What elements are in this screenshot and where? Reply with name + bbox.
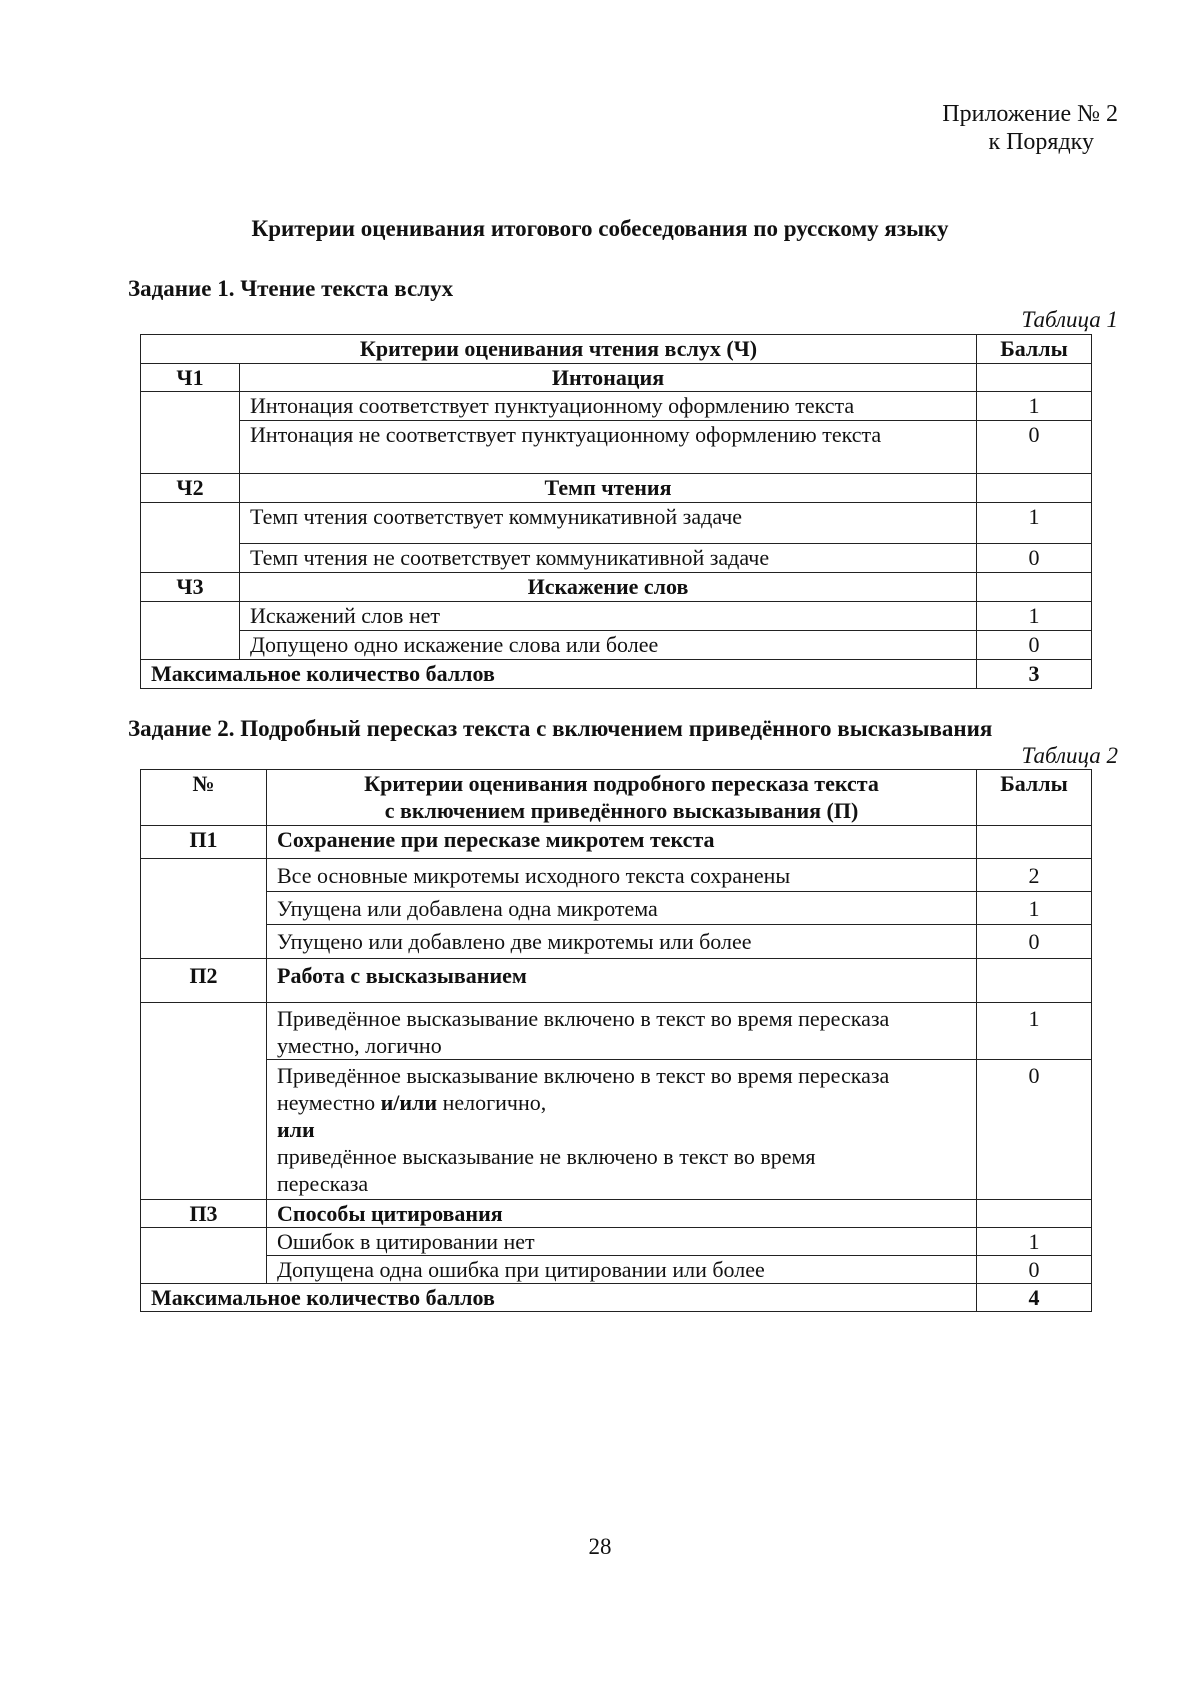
empty-score-cell xyxy=(977,573,1092,602)
criterion-score: 2 xyxy=(977,859,1092,892)
max-score-value: 4 xyxy=(977,1284,1092,1312)
criteria-header-line-1: Критерии оценивания подробного пересказа текста xyxy=(364,771,879,796)
table-row xyxy=(141,503,1092,544)
complex-line-5: пересказа xyxy=(277,1171,369,1196)
max-score-row xyxy=(141,1284,1092,1312)
criterion-text: Упущена или добавлена одна микротема xyxy=(267,892,977,925)
complex-line-2 xyxy=(277,1089,966,1116)
criterion-score: 0 xyxy=(977,544,1092,573)
criterion-text: Темп чтения не соответствует коммуникативной задаче xyxy=(240,544,977,573)
criterion-score: 0 xyxy=(977,1256,1092,1284)
appendix-line-2: к Порядку xyxy=(988,129,1094,155)
criterion-score: 0 xyxy=(977,925,1092,959)
table-1-header-row xyxy=(141,335,1092,364)
criterion-text: Интонация не соответствует пунктуационному оформлению текста xyxy=(240,421,977,474)
empty-code-cell xyxy=(141,859,267,959)
criterion-name: Сохранение при пересказе микротем текста xyxy=(267,826,977,859)
criterion-name: Способы цитирования xyxy=(267,1200,977,1228)
table-row xyxy=(141,392,1092,421)
appendix-line-1: Приложение № 2 xyxy=(942,101,1118,127)
max-score-value: 3 xyxy=(977,660,1092,689)
complex-line-2b: и/или xyxy=(380,1090,438,1115)
page-number: 28 xyxy=(588,1534,612,1559)
group-row xyxy=(141,826,1092,859)
group-row xyxy=(141,959,1092,1003)
criterion-code: Ч3 xyxy=(141,573,240,602)
empty-score-cell xyxy=(977,474,1092,503)
criterion-text-complex xyxy=(267,1060,977,1200)
criterion-score: 1 xyxy=(977,392,1092,421)
criterion-code: П2 xyxy=(141,959,267,1003)
criterion-score: 0 xyxy=(977,631,1092,660)
empty-code-cell xyxy=(141,1228,267,1284)
criterion-text: Ошибок в цитировании нет xyxy=(267,1228,977,1256)
table-1-points-header: Баллы xyxy=(977,335,1092,364)
criterion-text: Упущено или добавлено две микротемы или более xyxy=(267,925,977,959)
complex-line-3: или xyxy=(277,1117,315,1142)
criterion-text: Искажений слов нет xyxy=(240,602,977,631)
max-score-label: Максимальное количество баллов xyxy=(141,660,977,689)
table-1 xyxy=(140,334,1092,689)
empty-score-cell xyxy=(977,1200,1092,1228)
table-1-criteria-header: Критерии оценивания чтения вслух (Ч) xyxy=(141,335,977,364)
criterion-score: 1 xyxy=(977,602,1092,631)
criterion-text: Все основные микротемы исходного текста сохранены xyxy=(267,859,977,892)
table-row xyxy=(141,1256,1092,1284)
criterion-name: Темп чтения xyxy=(240,474,977,503)
empty-code-cell xyxy=(141,602,240,660)
criterion-text: Приведённое высказывание включено в текст во время пересказа уместно, логично xyxy=(267,1003,977,1060)
table-row xyxy=(141,602,1092,631)
max-score-row xyxy=(141,660,1092,689)
criterion-code: Ч2 xyxy=(141,474,240,503)
complex-line-2c: нелогично, xyxy=(437,1090,547,1115)
table-row xyxy=(141,544,1092,573)
table-row xyxy=(141,1060,1092,1200)
table-2-points-header: Баллы xyxy=(977,770,1092,826)
criterion-score: 0 xyxy=(977,1060,1092,1200)
criterion-score: 1 xyxy=(977,1003,1092,1060)
empty-code-cell xyxy=(141,392,240,474)
criterion-text: Темп чтения соответствует коммуникативной задаче xyxy=(240,503,977,544)
task-1-heading: Задание 1. Чтение текста вслух xyxy=(128,276,454,301)
empty-code-cell xyxy=(141,1003,267,1200)
empty-score-cell xyxy=(977,364,1092,392)
complex-line-4: приведённое высказывание не включено в текст во время xyxy=(277,1144,816,1169)
empty-score-cell xyxy=(977,959,1092,1003)
criterion-score: 1 xyxy=(977,1228,1092,1256)
table-row xyxy=(141,1003,1092,1060)
group-row xyxy=(141,364,1092,392)
group-row xyxy=(141,573,1092,602)
criterion-score: 0 xyxy=(977,421,1092,474)
criterion-name: Интонация xyxy=(240,364,977,392)
criterion-name: Искажение слов xyxy=(240,573,977,602)
criterion-code: Ч1 xyxy=(141,364,240,392)
document-title: Критерии оценивания итогового собеседования по русскому языку xyxy=(251,216,949,241)
group-row xyxy=(141,1200,1092,1228)
table-row xyxy=(141,892,1092,925)
table-2-criteria-header xyxy=(267,770,977,826)
group-row xyxy=(141,474,1092,503)
appendix-note xyxy=(838,100,1118,156)
criterion-code: П3 xyxy=(141,1200,267,1228)
criterion-text: Интонация соответствует пунктуационному оформлению текста xyxy=(240,392,977,421)
table-row xyxy=(141,859,1092,892)
table-2-header-row xyxy=(141,770,1092,826)
criterion-score: 1 xyxy=(977,892,1092,925)
criterion-name: Работа с высказыванием xyxy=(267,959,977,1003)
criterion-text: Допущена одна ошибка при цитировании или более xyxy=(267,1256,977,1284)
empty-code-cell xyxy=(141,503,240,573)
table-1-caption: Таблица 1 xyxy=(1021,307,1118,332)
criterion-code: П1 xyxy=(141,826,267,859)
table-row xyxy=(141,1228,1092,1256)
empty-score-cell xyxy=(977,826,1092,859)
table-row xyxy=(141,421,1092,474)
task-2-heading: Задание 2. Подробный пересказ текста с включением приведённого высказывания xyxy=(128,716,993,741)
table-row xyxy=(141,631,1092,660)
criterion-text: Допущено одно искажение слова или более xyxy=(240,631,977,660)
number-header: № xyxy=(141,770,267,826)
table-row xyxy=(141,925,1092,959)
max-score-label: Максимальное количество баллов xyxy=(141,1284,977,1312)
criterion-score: 1 xyxy=(977,503,1092,544)
complex-line-2a: неуместно xyxy=(277,1090,381,1115)
table-2-caption: Таблица 2 xyxy=(1021,743,1118,768)
complex-line-1: Приведённое высказывание включено в текст во время пересказа xyxy=(277,1063,890,1088)
table-2 xyxy=(140,769,1092,1312)
criteria-header-line-2: с включением приведённого высказывания (П) xyxy=(384,798,859,823)
